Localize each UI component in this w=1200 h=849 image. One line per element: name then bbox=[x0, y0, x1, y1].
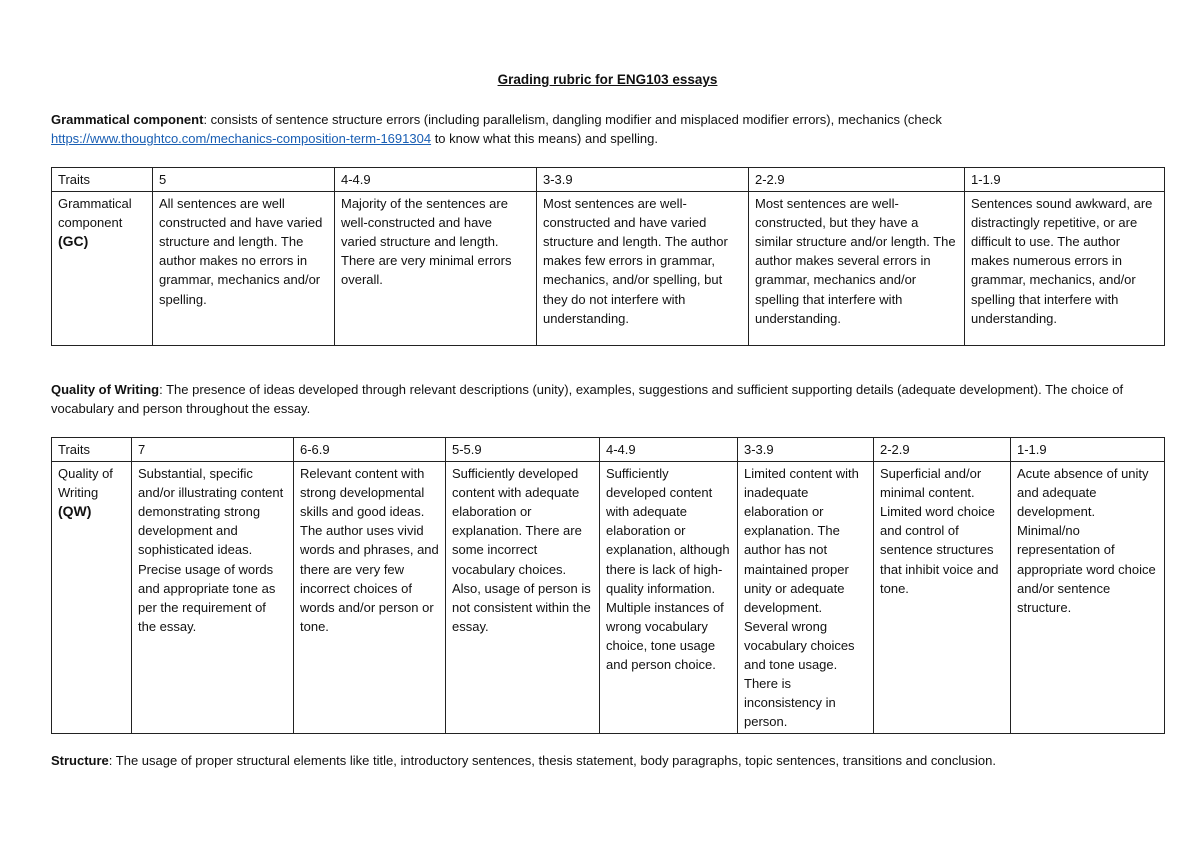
header-cell: 2-2.9 bbox=[749, 168, 965, 192]
rubric-cell: Substantial, specific and/or illustrating content demonstrating strong development and sophisticated ideas. Precise usage of words and appropriate tone as per the requirement of the essay. bbox=[132, 462, 294, 734]
trait-name: Grammatical component bbox=[58, 196, 132, 231]
rubric-cell: Limited content with inadequate elaboration or explanation. The author has not maintained proper unity or adequate development. Several wrong vocabulary choices and tone usage. There is inconsistency in person. bbox=[738, 462, 874, 734]
header-cell: 4-4.9 bbox=[335, 168, 537, 192]
structure-intro bbox=[51, 751, 1164, 770]
header-cell: 6-6.9 bbox=[294, 438, 446, 462]
table-header-row bbox=[52, 168, 1165, 192]
mechanics-link[interactable]: https://www.thoughtco.com/mechanics-composition-term-1691304 bbox=[51, 131, 432, 146]
header-cell: 1-1.9 bbox=[965, 168, 1165, 192]
quality-heading: Quality of Writing bbox=[51, 382, 160, 397]
rubric-cell: Majority of the sentences are well-constructed and have varied structure and length. There are very minimal errors overall. bbox=[335, 192, 537, 346]
header-cell: 7 bbox=[132, 438, 294, 462]
rubric-cell: Relevant content with strong developmental skills and good ideas. The author uses vivid words and phrases, and there are very few incorrect choices of words and/or person or tone. bbox=[294, 462, 446, 734]
rubric-cell: Superficial and/or minimal content. Limited word choice and control of sentence structures that inhibit voice and tone. bbox=[874, 462, 1011, 734]
quality-intro-text: : The presence of ideas developed through relevant descriptions (unity), examples, suggestions and sufficient supporting details (adequate development). The choice of vocabulary and person throughout the essay. bbox=[51, 382, 1124, 416]
rubric-cell: Sufficiently developed content with adequate elaboration or explanation. There are some incorrect vocabulary choices. Also, usage of person is not consistent within the essay. bbox=[446, 462, 600, 734]
grammatical-intro bbox=[51, 110, 1164, 148]
structure-text: : The usage of proper structural elements like title, introductory sentences, thesis statement, body paragraphs, topic sentences, transitions and conclusion. bbox=[108, 753, 996, 768]
quality-rubric-table bbox=[51, 437, 1165, 734]
header-cell: 1-1.9 bbox=[1011, 438, 1165, 462]
trait-cell bbox=[52, 192, 153, 346]
document-title: Grading rubric for ENG103 essays bbox=[497, 72, 718, 87]
header-cell: 2-2.9 bbox=[874, 438, 1011, 462]
rubric-cell: Most sentences are well-constructed, but they have a similar structure and/or length. The author makes several errors in grammar, mechanics and/or spelling that interfere with understanding. bbox=[749, 192, 965, 346]
trait-code: (QW) bbox=[58, 503, 92, 520]
header-cell: Traits bbox=[52, 168, 153, 192]
rubric-cell: Sufficiently developed content with adequate elaboration or explanation, although there is lack of high-quality information. Multiple instances of wrong vocabulary choice, tone usage and person choice. bbox=[600, 462, 738, 734]
trait-code: (GC) bbox=[58, 233, 89, 250]
grammatical-heading: Grammatical component bbox=[51, 112, 204, 127]
trait-name: Quality of Writing bbox=[58, 466, 113, 501]
header-cell: 5 bbox=[153, 168, 335, 192]
trait-cell bbox=[52, 462, 132, 734]
header-cell: 3-3.9 bbox=[738, 438, 874, 462]
rubric-cell: Most sentences are well-constructed and have varied structure and length. The author makes few errors in grammar, mechanics, and/or spelling, but they do not interfere with understanding. bbox=[537, 192, 749, 346]
table-row bbox=[52, 192, 1165, 346]
grammatical-rubric-table bbox=[51, 167, 1165, 346]
rubric-cell: Sentences sound awkward, are distractingly repetitive, or are difficult to use. The author makes numerous errors in grammar, mechanics, and/or spelling that interfere with understanding. bbox=[965, 192, 1165, 346]
table-row bbox=[52, 462, 1165, 734]
header-cell: 5-5.9 bbox=[446, 438, 600, 462]
rubric-cell: Acute absence of unity and adequate development. Minimal/no representation of appropriate word choice and/or sentence structure. bbox=[1011, 462, 1165, 734]
header-cell: Traits bbox=[52, 438, 132, 462]
grammatical-intro-text: : consists of sentence structure errors (including parallelism, dangling modifier and misplaced modifier errors), mechanics (check bbox=[203, 112, 942, 127]
rubric-cell: All sentences are well constructed and have varied structure and length. The author makes no errors in grammar, mechanics and/or spelling. bbox=[153, 192, 335, 346]
grammatical-after-link: to know what this means) and spelling. bbox=[431, 131, 658, 146]
structure-heading: Structure bbox=[51, 753, 109, 768]
quality-intro bbox=[51, 380, 1164, 418]
header-cell: 3-3.9 bbox=[537, 168, 749, 192]
header-cell: 4-4.9 bbox=[600, 438, 738, 462]
table-header-row bbox=[52, 438, 1165, 462]
